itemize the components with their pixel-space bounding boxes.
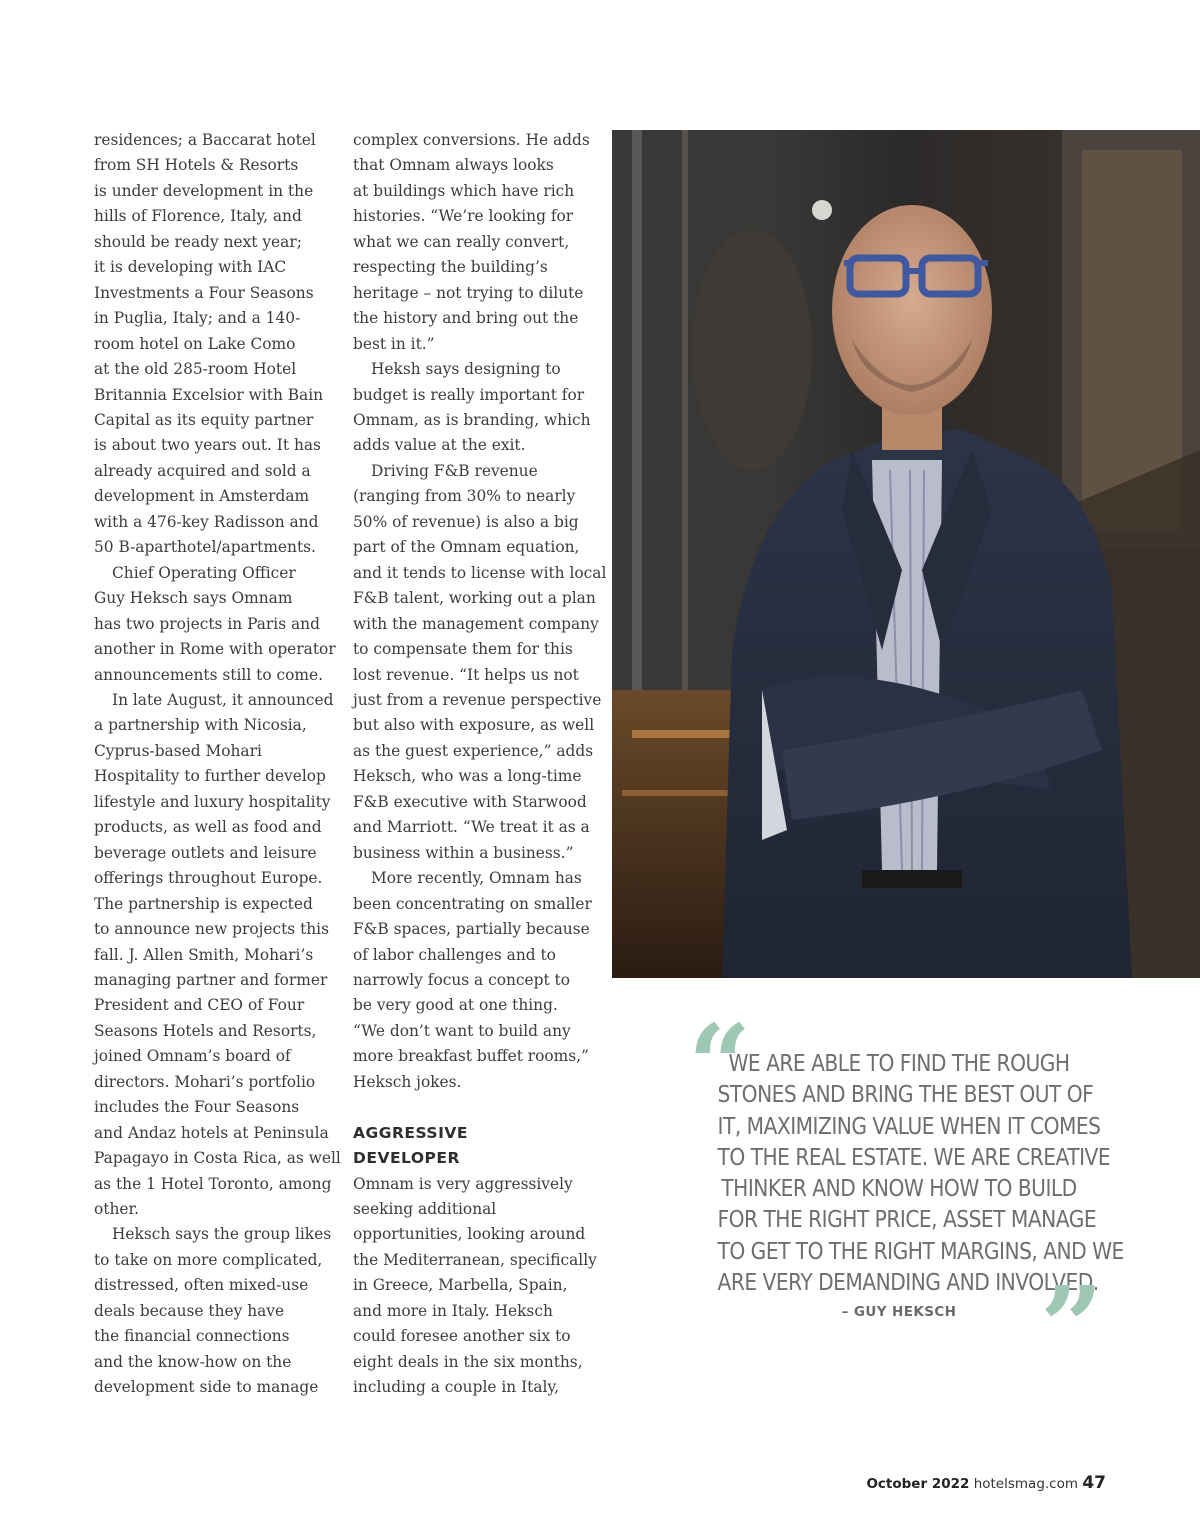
pull-quote-text [717, 1048, 1124, 1298]
text-line: could foresee another six to [353, 1327, 571, 1346]
paragraph [353, 128, 593, 357]
paragraph [94, 1222, 334, 1400]
text-line: Capital as its equity partner [94, 410, 314, 429]
text-line: that Omnam always looks [353, 156, 554, 175]
text-line: Investments a Four Seasons [94, 283, 314, 302]
text-line: lost revenue. “It helps us not [353, 665, 579, 684]
article-column-1 [94, 128, 341, 1401]
text-line: residences; a Baccarat hotel [94, 131, 316, 149]
text-line: complex conversions. He adds [353, 131, 590, 149]
text-line: in Greece, Marbella, Spain, [353, 1276, 568, 1295]
text-line: narrowly focus a concept to [353, 970, 571, 989]
text-line: the financial connections [94, 1327, 290, 1346]
text-line: Driving F&B revenue [371, 461, 538, 480]
pull-quote-line: IT, MAXIMIZING VALUE WHEN IT COMES [717, 1111, 1101, 1140]
section-heading: DEVELOPER [353, 1149, 460, 1168]
text-line: More recently, Omnam has [371, 869, 582, 888]
text-line: and more in Italy. Heksch [353, 1301, 553, 1320]
text-line: has two projects in Paris and [94, 614, 320, 633]
open-quote-mark: “ [688, 1000, 752, 1129]
text-line: is under development in the [94, 181, 314, 200]
text-line: directors. Mohari’s portfolio [94, 1072, 316, 1091]
text-line: managing partner and former [94, 970, 328, 989]
text-line: F&B spaces, partially because [353, 920, 590, 939]
text-line: room hotel on Lake Como [94, 334, 296, 353]
text-line: development side to manage [94, 1378, 319, 1397]
close-quote-mark: ” [1040, 1262, 1104, 1391]
text-line: heritage – not trying to dilute [353, 283, 584, 302]
text-line: and the know-how on the [94, 1352, 292, 1371]
text-line: Guy Heksch says Omnam [94, 589, 293, 608]
pull-quote-line: TO GET TO THE RIGHT MARGINS, AND WE [717, 1236, 1124, 1265]
text-line: of labor challenges and to [353, 945, 556, 964]
text-line: been concentrating on smaller [353, 894, 592, 913]
pull-quote-line: WE ARE ABLE TO FIND THE ROUGH [728, 1049, 1070, 1077]
text-line: business within a business.” [353, 843, 574, 862]
text-line: part of the Omnam equation, [353, 538, 580, 557]
paragraph [94, 561, 334, 688]
text-line: includes the Four Seasons [94, 1098, 300, 1117]
pull-quote-line: STONES AND BRING THE BEST OUT OF [717, 1080, 1094, 1109]
paragraph [353, 866, 593, 1095]
text-line: beverage outlets and leisure [94, 843, 317, 862]
text-line: deals because they have [94, 1301, 285, 1320]
text-line: including a couple in Italy, [353, 1378, 559, 1397]
text-line: Heksh says designing to [371, 360, 561, 379]
pull-quote-line: ARE VERY DEMANDING AND INVOLVED. [717, 1268, 1099, 1297]
text-line: F&B talent, working out a plan [353, 589, 596, 608]
text-line: a partnership with Nicosia, [94, 716, 307, 735]
portrait-photo [612, 130, 1200, 978]
text-line: seeking additional [353, 1200, 497, 1219]
text-line: F&B executive with Starwood [353, 792, 587, 811]
section-heading: AGGRESSIVE [353, 1123, 468, 1142]
text-line: opportunities, looking around [353, 1225, 586, 1244]
website-link[interactable]: hotelsmag.com [973, 1476, 1079, 1492]
portrait-illustration [612, 130, 1200, 978]
text-line: is about two years out. It has [94, 436, 321, 455]
text-line: development in Amsterdam [94, 487, 310, 506]
paragraph [353, 1172, 597, 1401]
text-line: Papagayo in Costa Rica, as well [94, 1149, 341, 1168]
text-line: it is developing with IAC [94, 258, 287, 277]
paragraph [353, 357, 593, 459]
text-line: joined Omnam’s board of [94, 1047, 291, 1066]
text-line: Britannia Excelsior with Bain [94, 385, 324, 404]
paragraph [94, 128, 334, 561]
text-line: best in it.” [353, 334, 435, 353]
pull-quote-line: THINKER AND KNOW HOW TO BUILD [721, 1174, 1077, 1203]
text-line: to announce new projects this [94, 920, 330, 939]
page-number: 47 [1082, 1473, 1106, 1493]
text-line: in Puglia, Italy; and a 140- [94, 309, 301, 328]
text-line: at the old 285-room Hotel [94, 360, 297, 379]
text-line: another in Rome with operator [94, 640, 336, 659]
text-line: “We don’t want to build any [353, 1021, 571, 1040]
text-line: Heksch says the group likes [112, 1225, 332, 1244]
text-line: offerings throughout Europe. [94, 869, 323, 888]
article-column-2 [353, 128, 607, 1401]
text-line: In late August, it announced [112, 690, 334, 709]
text-line: Chief Operating Officer [112, 563, 296, 582]
text-line: other. [94, 1200, 140, 1219]
text-line: what we can really convert, [353, 232, 570, 251]
text-line: to take on more complicated, [94, 1250, 323, 1269]
text-line: already acquired and sold a [94, 461, 311, 480]
text-line: fall. J. Allen Smith, Mohari’s [94, 945, 314, 964]
text-line: adds value at the exit. [353, 436, 526, 455]
text-line: should be ready next year; [94, 232, 302, 251]
pull-quote-line: TO THE REAL ESTATE. WE ARE CREATIVE [717, 1142, 1111, 1171]
text-line: distressed, often mixed-use [94, 1276, 309, 1295]
text-line: as the 1 Hotel Toronto, among [94, 1174, 332, 1193]
text-line: Omnam, as is branding, which [353, 410, 591, 429]
text-line: but also with exposure, as well [353, 716, 595, 735]
paragraph [353, 459, 607, 866]
text-line: Omnam is very aggressively [353, 1174, 573, 1193]
text-line: with a 476-key Radisson and [94, 512, 319, 531]
text-line: with the management company [353, 614, 599, 633]
text-line: just from a revenue perspective [353, 690, 602, 709]
text-line: more breakfast buffet rooms,” [353, 1047, 589, 1066]
text-line: at buildings which have rich [353, 181, 575, 200]
text-line: Cyprus-based Mohari [94, 741, 262, 760]
paragraph [94, 688, 341, 1223]
text-line: be very good at one thing. [353, 996, 558, 1015]
text-line: The partnership is expected [94, 894, 313, 913]
text-line: Seasons Hotels and Resorts, [94, 1021, 317, 1040]
text-line: (ranging from 30% to nearly [353, 487, 576, 506]
text-line: respecting the building’s [353, 258, 548, 277]
pull-quote-attribution: – GUY HEKSCH [841, 1304, 957, 1320]
section-gap [353, 1095, 593, 1120]
text-line: the history and bring out the [353, 309, 579, 328]
text-line: Heksch jokes. [353, 1072, 462, 1091]
text-line: histories. “We’re looking for [353, 207, 574, 226]
text-line: and Marriott. “We treat it as a [353, 818, 590, 837]
text-line: lifestyle and luxury hospitality [94, 792, 331, 811]
text-line: as the guest experience,” adds [353, 741, 594, 760]
pull-quote-line: FOR THE RIGHT PRICE, ASSET MANAGE [717, 1205, 1097, 1234]
pull-quote [688, 1000, 1124, 1391]
text-line: eight deals in the six months, [353, 1352, 583, 1371]
text-line: Hospitality to further develop [94, 767, 326, 786]
text-line: President and CEO of Four [94, 996, 305, 1015]
text-line: hills of Florence, Italy, and [94, 207, 302, 226]
text-line: 50 B-aparthotel/apartments. [94, 538, 316, 557]
page-footer [866, 1473, 1106, 1493]
text-line: announcements still to come. [94, 665, 323, 684]
text-line: and it tends to license with local [353, 563, 607, 582]
text-line: and Andaz hotels at Peninsula [94, 1123, 329, 1142]
text-line: products, as well as food and [94, 818, 322, 837]
text-line: to compensate them for this [353, 640, 573, 659]
text-line: 50% of revenue) is also a big [353, 512, 579, 531]
text-line: budget is really important for [353, 385, 585, 404]
text-line: from SH Hotels & Resorts [94, 156, 299, 175]
issue-date: October 2022 [866, 1476, 970, 1492]
text-line: Heksch, who was a long-time [353, 767, 582, 786]
text-line: the Mediterranean, specifically [353, 1250, 597, 1269]
